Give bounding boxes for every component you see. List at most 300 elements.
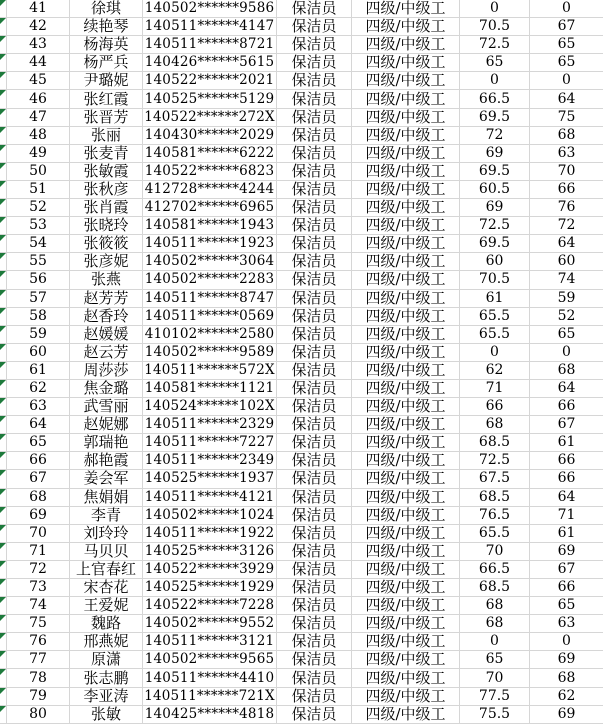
position-cell[interactable]: 保洁员 xyxy=(277,489,352,506)
row-flag-cell[interactable] xyxy=(0,597,7,614)
score1-cell[interactable]: 70 xyxy=(460,543,530,560)
id-number-cell[interactable]: 140522******3929 xyxy=(143,561,277,578)
score2-cell[interactable]: 70 xyxy=(557,162,576,179)
id-number-cell[interactable]: 140522******272X xyxy=(143,109,277,126)
name-cell[interactable]: 上官春红 xyxy=(70,561,143,578)
id-number-cell[interactable]: 140525******1937 xyxy=(143,470,277,487)
row-flag-cell[interactable] xyxy=(0,18,7,35)
row-flag-cell[interactable] xyxy=(0,452,7,469)
row-number-cell[interactable]: 76 xyxy=(7,633,70,650)
score2-cell[interactable]: 66 xyxy=(557,470,576,487)
name-cell[interactable]: 张肖霞 xyxy=(70,199,143,216)
row-flag-cell[interactable] xyxy=(0,344,7,361)
score2-cell[interactable]: 67 xyxy=(557,416,576,433)
level-cell[interactable]: 四级/中级工 xyxy=(352,0,460,17)
row-flag-cell[interactable] xyxy=(0,398,7,415)
score2-cell[interactable]: 0 xyxy=(562,343,571,360)
position-cell[interactable]: 保洁员 xyxy=(277,0,352,17)
row-number-cell[interactable]: 42 xyxy=(7,18,70,35)
row-flag-cell[interactable] xyxy=(0,217,7,234)
position-cell[interactable]: 保洁员 xyxy=(277,54,352,71)
position-cell[interactable]: 保洁员 xyxy=(277,706,352,723)
level-cell[interactable]: 四级/中级工 xyxy=(352,109,460,126)
level-cell[interactable]: 四级/中级工 xyxy=(352,669,460,686)
position-cell[interactable]: 保洁员 xyxy=(277,579,352,596)
name-cell[interactable]: 焦金璐 xyxy=(70,380,143,397)
score1-cell[interactable]: 68.5 xyxy=(460,489,530,506)
score2-cell[interactable]: 76 xyxy=(557,199,576,216)
score1-cell[interactable]: 68 xyxy=(460,597,530,614)
level-cell[interactable]: 四级/中级工 xyxy=(352,561,460,578)
score1-cell[interactable]: 65.5 xyxy=(460,308,530,325)
row-number-cell[interactable]: 69 xyxy=(7,507,70,524)
name-cell[interactable]: 焦娟娟 xyxy=(70,489,143,506)
name-cell[interactable]: 张筱筱 xyxy=(70,235,143,252)
id-number-cell[interactable]: 140502******9586 xyxy=(143,0,277,17)
id-number-cell[interactable]: 140511******8747 xyxy=(143,290,277,307)
id-number-cell[interactable]: 140525******5129 xyxy=(143,90,277,107)
row-number-cell[interactable]: 59 xyxy=(7,326,70,343)
position-cell[interactable]: 保洁员 xyxy=(277,398,352,415)
position-cell[interactable]: 保洁员 xyxy=(277,253,352,270)
id-number-cell[interactable]: 140511******4147 xyxy=(143,18,277,35)
row-flag-cell[interactable] xyxy=(0,253,7,270)
position-cell[interactable]: 保洁员 xyxy=(277,543,352,560)
score1-cell[interactable]: 69.5 xyxy=(460,235,530,252)
score1-cell[interactable]: 71 xyxy=(460,380,530,397)
score1-cell[interactable]: 65.5 xyxy=(460,326,530,343)
row-number-cell[interactable]: 51 xyxy=(7,181,70,198)
score2-cell[interactable]: 68 xyxy=(557,669,576,686)
level-cell[interactable]: 四级/中级工 xyxy=(352,470,460,487)
score2-cell[interactable]: 65 xyxy=(557,325,576,342)
row-flag-cell[interactable] xyxy=(0,470,7,487)
name-cell[interactable]: 王爱妮 xyxy=(70,597,143,614)
score1-cell[interactable]: 65 xyxy=(460,54,530,71)
row-flag-cell[interactable] xyxy=(0,706,7,723)
score1-cell[interactable]: 65.5 xyxy=(460,525,530,542)
id-number-cell[interactable]: 140511******0569 xyxy=(143,308,277,325)
position-cell[interactable]: 保洁员 xyxy=(277,181,352,198)
position-cell[interactable]: 保洁员 xyxy=(277,615,352,632)
position-cell[interactable]: 保洁员 xyxy=(277,525,352,542)
row-flag-cell[interactable] xyxy=(0,688,7,705)
level-cell[interactable]: 四级/中级工 xyxy=(352,597,460,614)
position-cell[interactable]: 保洁员 xyxy=(277,452,352,469)
score1-cell[interactable]: 72.5 xyxy=(460,452,530,469)
id-number-cell[interactable]: 140502******1024 xyxy=(143,507,277,524)
level-cell[interactable]: 四级/中级工 xyxy=(352,651,460,668)
position-cell[interactable]: 保洁员 xyxy=(277,18,352,35)
row-number-cell[interactable]: 71 xyxy=(7,543,70,560)
score2-cell[interactable]: 64 xyxy=(557,235,576,252)
id-number-cell[interactable]: 140430******2029 xyxy=(143,127,277,144)
score2-cell[interactable]: 65 xyxy=(557,54,576,71)
score2-cell[interactable]: 67 xyxy=(557,560,576,577)
row-number-cell[interactable]: 41 xyxy=(7,0,70,17)
position-cell[interactable]: 保洁员 xyxy=(277,470,352,487)
score2-cell[interactable]: 65 xyxy=(557,597,576,614)
id-number-cell[interactable]: 140581******1943 xyxy=(143,217,277,234)
level-cell[interactable]: 四级/中级工 xyxy=(352,489,460,506)
score2-cell[interactable]: 66 xyxy=(557,579,576,596)
name-cell[interactable]: 杨严兵 xyxy=(70,54,143,71)
id-number-cell[interactable]: 140502******3064 xyxy=(143,253,277,270)
position-cell[interactable]: 保洁员 xyxy=(277,507,352,524)
row-number-cell[interactable]: 47 xyxy=(7,109,70,126)
name-cell[interactable]: 刘玲玲 xyxy=(70,525,143,542)
row-flag-cell[interactable] xyxy=(0,615,7,632)
row-number-cell[interactable]: 72 xyxy=(7,561,70,578)
score2-cell[interactable]: 74 xyxy=(557,271,576,288)
position-cell[interactable]: 保洁员 xyxy=(277,362,352,379)
row-number-cell[interactable]: 61 xyxy=(7,362,70,379)
score2-cell[interactable]: 62 xyxy=(557,687,576,704)
score2-cell[interactable]: 65 xyxy=(557,36,576,53)
score1-cell[interactable]: 68 xyxy=(460,416,530,433)
row-flag-cell[interactable] xyxy=(0,416,7,433)
score1-cell[interactable]: 68.5 xyxy=(460,579,530,596)
score1-cell[interactable]: 66.5 xyxy=(460,90,530,107)
name-cell[interactable]: 周莎莎 xyxy=(70,362,143,379)
name-cell[interactable]: 续艳琴 xyxy=(70,18,143,35)
level-cell[interactable]: 四级/中级工 xyxy=(352,326,460,343)
level-cell[interactable]: 四级/中级工 xyxy=(352,525,460,542)
row-number-cell[interactable]: 56 xyxy=(7,271,70,288)
level-cell[interactable]: 四级/中级工 xyxy=(352,416,460,433)
row-number-cell[interactable]: 66 xyxy=(7,452,70,469)
id-number-cell[interactable]: 140511******7227 xyxy=(143,434,277,451)
id-number-cell[interactable]: 140511******4121 xyxy=(143,489,277,506)
position-cell[interactable]: 保洁员 xyxy=(277,271,352,288)
score2-cell[interactable]: 66 xyxy=(557,180,576,197)
row-flag-cell[interactable] xyxy=(0,380,7,397)
score1-cell[interactable]: 66 xyxy=(460,398,530,415)
level-cell[interactable]: 四级/中级工 xyxy=(352,452,460,469)
row-number-cell[interactable]: 73 xyxy=(7,579,70,596)
score2-cell[interactable]: 68 xyxy=(557,361,576,378)
score1-cell[interactable]: 68.5 xyxy=(460,434,530,451)
score1-cell[interactable]: 66.5 xyxy=(460,561,530,578)
row-flag-cell[interactable] xyxy=(0,127,7,144)
name-cell[interactable]: 李青 xyxy=(70,507,143,524)
score1-cell[interactable]: 69.5 xyxy=(460,163,530,180)
score1-cell[interactable]: 70.5 xyxy=(460,18,530,35)
level-cell[interactable]: 四级/中级工 xyxy=(352,362,460,379)
row-flag-cell[interactable] xyxy=(0,181,7,198)
position-cell[interactable]: 保洁员 xyxy=(277,145,352,162)
row-number-cell[interactable]: 50 xyxy=(7,163,70,180)
level-cell[interactable]: 四级/中级工 xyxy=(352,181,460,198)
level-cell[interactable]: 四级/中级工 xyxy=(352,145,460,162)
row-flag-cell[interactable] xyxy=(0,326,7,343)
row-number-cell[interactable]: 43 xyxy=(7,36,70,53)
level-cell[interactable]: 四级/中级工 xyxy=(352,308,460,325)
level-cell[interactable]: 四级/中级工 xyxy=(352,36,460,53)
score2-cell[interactable]: 64 xyxy=(557,90,576,107)
name-cell[interactable]: 邢燕妮 xyxy=(70,633,143,650)
row-number-cell[interactable]: 70 xyxy=(7,525,70,542)
score2-cell[interactable]: 0 xyxy=(562,72,571,89)
name-cell[interactable]: 赵香玲 xyxy=(70,308,143,325)
score1-cell[interactable]: 0 xyxy=(460,344,530,361)
score2-cell[interactable]: 52 xyxy=(557,307,576,324)
level-cell[interactable]: 四级/中级工 xyxy=(352,434,460,451)
score1-cell[interactable]: 72 xyxy=(460,127,530,144)
row-number-cell[interactable]: 67 xyxy=(7,470,70,487)
row-number-cell[interactable]: 79 xyxy=(7,688,70,705)
position-cell[interactable]: 保洁员 xyxy=(277,326,352,343)
row-flag-cell[interactable] xyxy=(0,507,7,524)
name-cell[interactable]: 宋杏花 xyxy=(70,579,143,596)
score2-cell[interactable]: 59 xyxy=(557,289,576,306)
row-flag-cell[interactable] xyxy=(0,36,7,53)
name-cell[interactable]: 郭瑞艳 xyxy=(70,434,143,451)
score1-cell[interactable]: 69 xyxy=(460,199,530,216)
row-flag-cell[interactable] xyxy=(0,489,7,506)
id-number-cell[interactable]: 140522******6823 xyxy=(143,163,277,180)
level-cell[interactable]: 四级/中级工 xyxy=(352,127,460,144)
row-flag-cell[interactable] xyxy=(0,54,7,71)
name-cell[interactable]: 张燕 xyxy=(70,271,143,288)
name-cell[interactable]: 尹璐妮 xyxy=(70,72,143,89)
score2-cell[interactable]: 67 xyxy=(557,18,576,35)
level-cell[interactable]: 四级/中级工 xyxy=(352,199,460,216)
level-cell[interactable]: 四级/中级工 xyxy=(352,217,460,234)
level-cell[interactable]: 四级/中级工 xyxy=(352,344,460,361)
level-cell[interactable]: 四级/中级工 xyxy=(352,633,460,650)
score2-cell[interactable]: 71 xyxy=(557,506,576,523)
score2-cell[interactable]: 64 xyxy=(557,380,576,397)
position-cell[interactable]: 保洁员 xyxy=(277,308,352,325)
score2-cell[interactable]: 60 xyxy=(557,253,576,270)
level-cell[interactable]: 四级/中级工 xyxy=(352,72,460,89)
name-cell[interactable]: 张秋彦 xyxy=(70,181,143,198)
score1-cell[interactable]: 60 xyxy=(460,253,530,270)
position-cell[interactable]: 保洁员 xyxy=(277,597,352,614)
score1-cell[interactable]: 72.5 xyxy=(460,36,530,53)
row-flag-cell[interactable] xyxy=(0,669,7,686)
level-cell[interactable]: 四级/中级工 xyxy=(352,579,460,596)
id-number-cell[interactable]: 140511******2329 xyxy=(143,416,277,433)
row-number-cell[interactable]: 55 xyxy=(7,253,70,270)
row-number-cell[interactable]: 53 xyxy=(7,217,70,234)
position-cell[interactable]: 保洁员 xyxy=(277,416,352,433)
name-cell[interactable]: 张晓玲 xyxy=(70,217,143,234)
row-flag-cell[interactable] xyxy=(0,199,7,216)
score2-cell[interactable]: 68 xyxy=(557,126,576,143)
id-number-cell[interactable]: 140511******721X xyxy=(143,688,277,705)
row-number-cell[interactable]: 44 xyxy=(7,54,70,71)
position-cell[interactable]: 保洁员 xyxy=(277,163,352,180)
id-number-cell[interactable]: 140511******572X xyxy=(143,362,277,379)
score2-cell[interactable]: 0 xyxy=(562,0,571,17)
score1-cell[interactable]: 70.5 xyxy=(460,271,530,288)
id-number-cell[interactable]: 140502******9552 xyxy=(143,615,277,632)
score1-cell[interactable]: 72.5 xyxy=(460,217,530,234)
score2-cell[interactable]: 66 xyxy=(557,452,576,469)
id-number-cell[interactable]: 410102******2580 xyxy=(143,326,277,343)
row-number-cell[interactable]: 54 xyxy=(7,235,70,252)
row-number-cell[interactable]: 62 xyxy=(7,380,70,397)
row-number-cell[interactable]: 52 xyxy=(7,199,70,216)
level-cell[interactable]: 四级/中级工 xyxy=(352,398,460,415)
position-cell[interactable]: 保洁员 xyxy=(277,217,352,234)
id-number-cell[interactable]: 140511******1922 xyxy=(143,525,277,542)
position-cell[interactable]: 保洁员 xyxy=(277,90,352,107)
name-cell[interactable]: 郝艳霞 xyxy=(70,452,143,469)
row-number-cell[interactable]: 45 xyxy=(7,72,70,89)
row-flag-cell[interactable] xyxy=(0,579,7,596)
name-cell[interactable]: 杨海英 xyxy=(70,36,143,53)
row-flag-cell[interactable] xyxy=(0,109,7,126)
name-cell[interactable]: 张红霞 xyxy=(70,90,143,107)
row-flag-cell[interactable] xyxy=(0,651,7,668)
row-number-cell[interactable]: 74 xyxy=(7,597,70,614)
position-cell[interactable]: 保洁员 xyxy=(277,633,352,650)
score1-cell[interactable]: 60.5 xyxy=(460,181,530,198)
position-cell[interactable]: 保洁员 xyxy=(277,36,352,53)
row-flag-cell[interactable] xyxy=(0,633,7,650)
id-number-cell[interactable]: 140524******102X xyxy=(143,398,277,415)
row-flag-cell[interactable] xyxy=(0,290,7,307)
name-cell[interactable]: 姜会军 xyxy=(70,470,143,487)
position-cell[interactable]: 保洁员 xyxy=(277,561,352,578)
score2-cell[interactable]: 69 xyxy=(557,542,576,559)
name-cell[interactable]: 张志鹏 xyxy=(70,669,143,686)
position-cell[interactable]: 保洁员 xyxy=(277,290,352,307)
score2-cell[interactable]: 69 xyxy=(557,705,576,722)
level-cell[interactable]: 四级/中级工 xyxy=(352,380,460,397)
id-number-cell[interactable]: 140511******8721 xyxy=(143,36,277,53)
position-cell[interactable]: 保洁员 xyxy=(277,669,352,686)
name-cell[interactable]: 张麦青 xyxy=(70,145,143,162)
position-cell[interactable]: 保洁员 xyxy=(277,380,352,397)
id-number-cell[interactable]: 140511******2349 xyxy=(143,452,277,469)
score1-cell[interactable]: 77.5 xyxy=(460,688,530,705)
row-flag-cell[interactable] xyxy=(0,235,7,252)
position-cell[interactable]: 保洁员 xyxy=(277,434,352,451)
id-number-cell[interactable]: 140425******4818 xyxy=(143,706,277,723)
position-cell[interactable]: 保洁员 xyxy=(277,199,352,216)
score1-cell[interactable]: 0 xyxy=(460,0,530,17)
score1-cell[interactable]: 0 xyxy=(460,72,530,89)
level-cell[interactable]: 四级/中级工 xyxy=(352,290,460,307)
level-cell[interactable]: 四级/中级工 xyxy=(352,271,460,288)
score2-cell[interactable]: 75 xyxy=(557,108,576,125)
row-flag-cell[interactable] xyxy=(0,543,7,560)
id-number-cell[interactable]: 412728******4244 xyxy=(143,181,277,198)
name-cell[interactable]: 赵媛媛 xyxy=(70,326,143,343)
row-number-cell[interactable]: 57 xyxy=(7,290,70,307)
level-cell[interactable]: 四级/中级工 xyxy=(352,163,460,180)
score1-cell[interactable]: 65 xyxy=(460,651,530,668)
level-cell[interactable]: 四级/中级工 xyxy=(352,253,460,270)
level-cell[interactable]: 四级/中级工 xyxy=(352,18,460,35)
id-number-cell[interactable]: 140511******4410 xyxy=(143,669,277,686)
id-number-cell[interactable]: 140522******2021 xyxy=(143,72,277,89)
id-number-cell[interactable]: 140581******6222 xyxy=(143,145,277,162)
row-number-cell[interactable]: 68 xyxy=(7,489,70,506)
position-cell[interactable]: 保洁员 xyxy=(277,235,352,252)
position-cell[interactable]: 保洁员 xyxy=(277,72,352,89)
name-cell[interactable]: 张丽 xyxy=(70,127,143,144)
score2-cell[interactable]: 61 xyxy=(557,434,576,451)
id-number-cell[interactable]: 140511******1923 xyxy=(143,235,277,252)
id-number-cell[interactable]: 140426******5615 xyxy=(143,54,277,71)
id-number-cell[interactable]: 140502******9589 xyxy=(143,344,277,361)
score2-cell[interactable]: 66 xyxy=(557,398,576,415)
id-number-cell[interactable]: 140525******3126 xyxy=(143,543,277,560)
name-cell[interactable]: 张敏 xyxy=(70,706,143,723)
score1-cell[interactable]: 69 xyxy=(460,145,530,162)
name-cell[interactable]: 武雪丽 xyxy=(70,398,143,415)
name-cell[interactable]: 张敏霞 xyxy=(70,163,143,180)
name-cell[interactable]: 张晋芳 xyxy=(70,109,143,126)
row-flag-cell[interactable] xyxy=(0,90,7,107)
name-cell[interactable]: 赵妮娜 xyxy=(70,416,143,433)
name-cell[interactable]: 张彦妮 xyxy=(70,253,143,270)
score2-cell[interactable]: 63 xyxy=(557,615,576,632)
row-number-cell[interactable]: 64 xyxy=(7,416,70,433)
row-flag-cell[interactable] xyxy=(0,362,7,379)
position-cell[interactable]: 保洁员 xyxy=(277,127,352,144)
level-cell[interactable]: 四级/中级工 xyxy=(352,235,460,252)
level-cell[interactable]: 四级/中级工 xyxy=(352,706,460,723)
score1-cell[interactable]: 75.5 xyxy=(460,706,530,723)
row-number-cell[interactable]: 58 xyxy=(7,308,70,325)
id-number-cell[interactable]: 140502******2283 xyxy=(143,271,277,288)
row-number-cell[interactable]: 60 xyxy=(7,344,70,361)
score1-cell[interactable]: 61 xyxy=(460,290,530,307)
position-cell[interactable]: 保洁员 xyxy=(277,651,352,668)
score1-cell[interactable]: 70 xyxy=(460,669,530,686)
name-cell[interactable]: 徐琪 xyxy=(70,0,143,17)
row-flag-cell[interactable] xyxy=(0,434,7,451)
score2-cell[interactable]: 69 xyxy=(557,651,576,668)
row-number-cell[interactable]: 49 xyxy=(7,145,70,162)
row-flag-cell[interactable] xyxy=(0,308,7,325)
row-number-cell[interactable]: 48 xyxy=(7,127,70,144)
level-cell[interactable]: 四级/中级工 xyxy=(352,507,460,524)
score1-cell[interactable]: 69.5 xyxy=(460,109,530,126)
row-flag-cell[interactable] xyxy=(0,561,7,578)
id-number-cell[interactable]: 140502******9565 xyxy=(143,651,277,668)
name-cell[interactable]: 魏路 xyxy=(70,615,143,632)
position-cell[interactable]: 保洁员 xyxy=(277,344,352,361)
row-number-cell[interactable]: 78 xyxy=(7,669,70,686)
row-flag-cell[interactable] xyxy=(0,0,7,17)
row-number-cell[interactable]: 65 xyxy=(7,434,70,451)
name-cell[interactable]: 原潇 xyxy=(70,651,143,668)
level-cell[interactable]: 四级/中级工 xyxy=(352,543,460,560)
id-number-cell[interactable]: 412702******6965 xyxy=(143,199,277,216)
id-number-cell[interactable]: 140511******3121 xyxy=(143,633,277,650)
row-flag-cell[interactable] xyxy=(0,163,7,180)
level-cell[interactable]: 四级/中级工 xyxy=(352,90,460,107)
score1-cell[interactable]: 62 xyxy=(460,362,530,379)
name-cell[interactable]: 李亚涛 xyxy=(70,688,143,705)
id-number-cell[interactable]: 140581******1121 xyxy=(143,380,277,397)
row-number-cell[interactable]: 75 xyxy=(7,615,70,632)
position-cell[interactable]: 保洁员 xyxy=(277,688,352,705)
name-cell[interactable]: 赵云芳 xyxy=(70,344,143,361)
row-number-cell[interactable]: 46 xyxy=(7,90,70,107)
score1-cell[interactable]: 0 xyxy=(460,633,530,650)
id-number-cell[interactable]: 140525******1929 xyxy=(143,579,277,596)
score1-cell[interactable]: 67.5 xyxy=(460,470,530,487)
row-number-cell[interactable]: 77 xyxy=(7,651,70,668)
